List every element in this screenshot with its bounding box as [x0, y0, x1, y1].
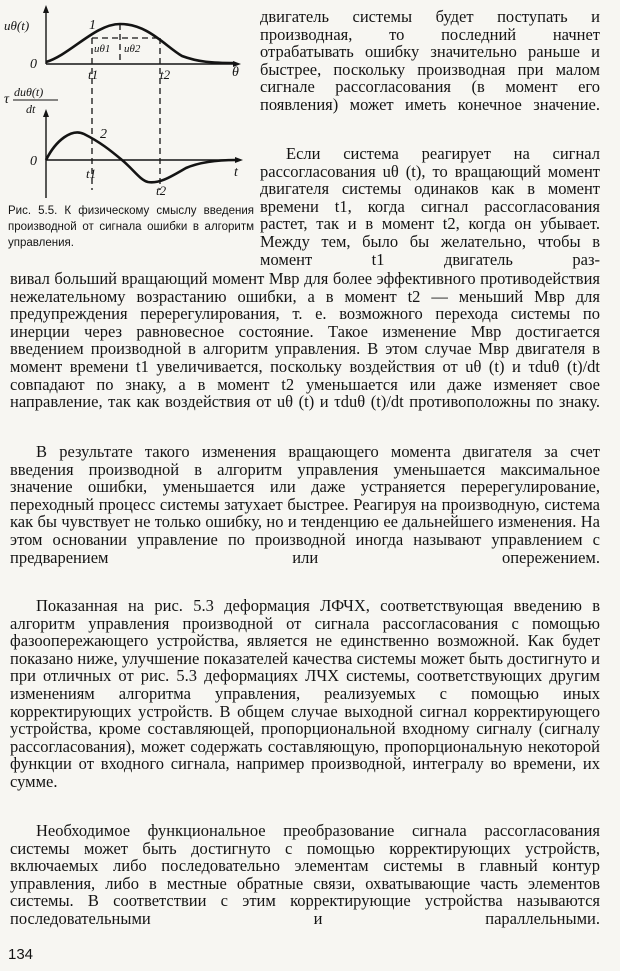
paragraph-2-start: Если система реагирует на сигнал рассогласования uθ (t), то вращающий момент двигателя системы одинаков как в момент времени t1, когда сигнал рассогласования растет, так и в момент t2, когда он убывает. Между тем, было бы желательно, чтобы в момент t1 двигатель раз- — [260, 144, 600, 269]
bottom-y-arrow — [43, 109, 49, 117]
u-theta2-label: uθ2 — [124, 43, 141, 55]
paragraph-2-end: вивал больший вращающий момент Mвр для более эффективного противодействия нежелательному возрастанию ошибки, а в момент t2 — меньший Mвр для предупреждения перерегулирования, т. е. возможного перехода системы по инерции через равновесное состояние. Такое изменение Mвр достигается введением производной в алгоритм управления. В этом случае Mвр двигателя в момент времени t1 увеличивается, поскольку воздействия от uθ (t) и τduθ (t)/dt совпадают по знаку, а в момент t2 уменьшается или даже изменяет свое направление, так как воздействия от uθ (t) и τduθ (t)/dt противоположны по знаку. — [10, 269, 600, 412]
figure-plot — [0, 0, 256, 200]
bottom-x-arrow — [235, 157, 243, 163]
paragraph-3: В результате такого изменения вращающего момента двигателя за счет введения производной в алгоритм управления уменьшается максимальное значение ошибки, уменьшается или даже устраняется перерегулирование, переходный процесс системы затухает быстрее. Реагируя на производную, система как бы чувствует не только ошибку, но и тенденцию ее дальнейшего изменения. На этом основании управление по производной иногда называют управлением с предварением или опережением. — [10, 442, 600, 567]
bottom-y-label-tau: τ — [4, 92, 10, 107]
top-t2-label: t2 — [160, 67, 171, 82]
bottom-t1-label: t1 — [86, 166, 97, 181]
theta-axis-label: θ — [232, 65, 239, 80]
paragraph-1: двигатель системы будет поступать и производная, то последний начнет отрабатывать ошибку значительно раньше и быстрее, поскольку производная при малом сигнале рассогласования (в момент его появления) может иметь конечное значение. — [260, 7, 600, 114]
curve-1-label: 1 — [89, 18, 96, 33]
bottom-zero-label: 0 — [30, 154, 37, 169]
bottom-t2-label: t2 — [156, 183, 167, 198]
curve-2-label: 2 — [100, 127, 107, 142]
paragraph-4: Показанная на рис. 5.3 деформация ЛФЧХ, соответствующая введению в алгоритм управления производной от сигнала рассогласования с помощью фазоопережающего устройства, является не единственно возможной. Как будет показано ниже, улучшение показателей качества системы может быть достигнуто и при отличных от рис. 5.3 деформациях ЛЧХ системы, соответствующих другим изменениям алгоритма управления, реализуемых с помощью иных корректирующих устройств. В общем случае выходной сигнал корректирующего устройства, кроме составляющей, пропорциональной входному сигналу (сигналу рассогласования), может содержать составляющую, пропорциональную некоторой функции от входного сигнала, например производной, интегралу во времени, их сумме. — [10, 596, 600, 791]
top-zero-label: 0 — [30, 57, 37, 72]
top-y-arrow — [43, 5, 49, 13]
paragraph-5: Необходимое функциональное преобразование сигнала рассогласования системы может быть достигнуто с помощью корректирующих устройств, включаемых либо последовательно элементам системы в главный контур управления, либо в местные обратные связи, охватывающие часть элементов системы. В соответствии с этим корректирующие устройства называются последовательными и параллельными. — [10, 821, 600, 928]
page-number: 134 — [8, 946, 34, 963]
curve-2 — [46, 132, 236, 182]
top-y-label: uθ(t) — [4, 18, 30, 33]
curve-1 — [46, 24, 235, 63]
u-theta1-label: uθ1 — [94, 43, 111, 55]
t-axis-label: t — [234, 165, 238, 180]
figure-caption: Рис. 5.5. К физическому смыслу введения производной от сигнала ошибки в алгоритм управления. — [8, 205, 254, 249]
figure-5-5 — [0, 0, 256, 260]
bottom-y-label-numerator: duθ(t) — [14, 85, 44, 99]
bottom-y-label-denominator: dt — [26, 102, 36, 116]
top-t1-label: t1 — [88, 67, 99, 82]
